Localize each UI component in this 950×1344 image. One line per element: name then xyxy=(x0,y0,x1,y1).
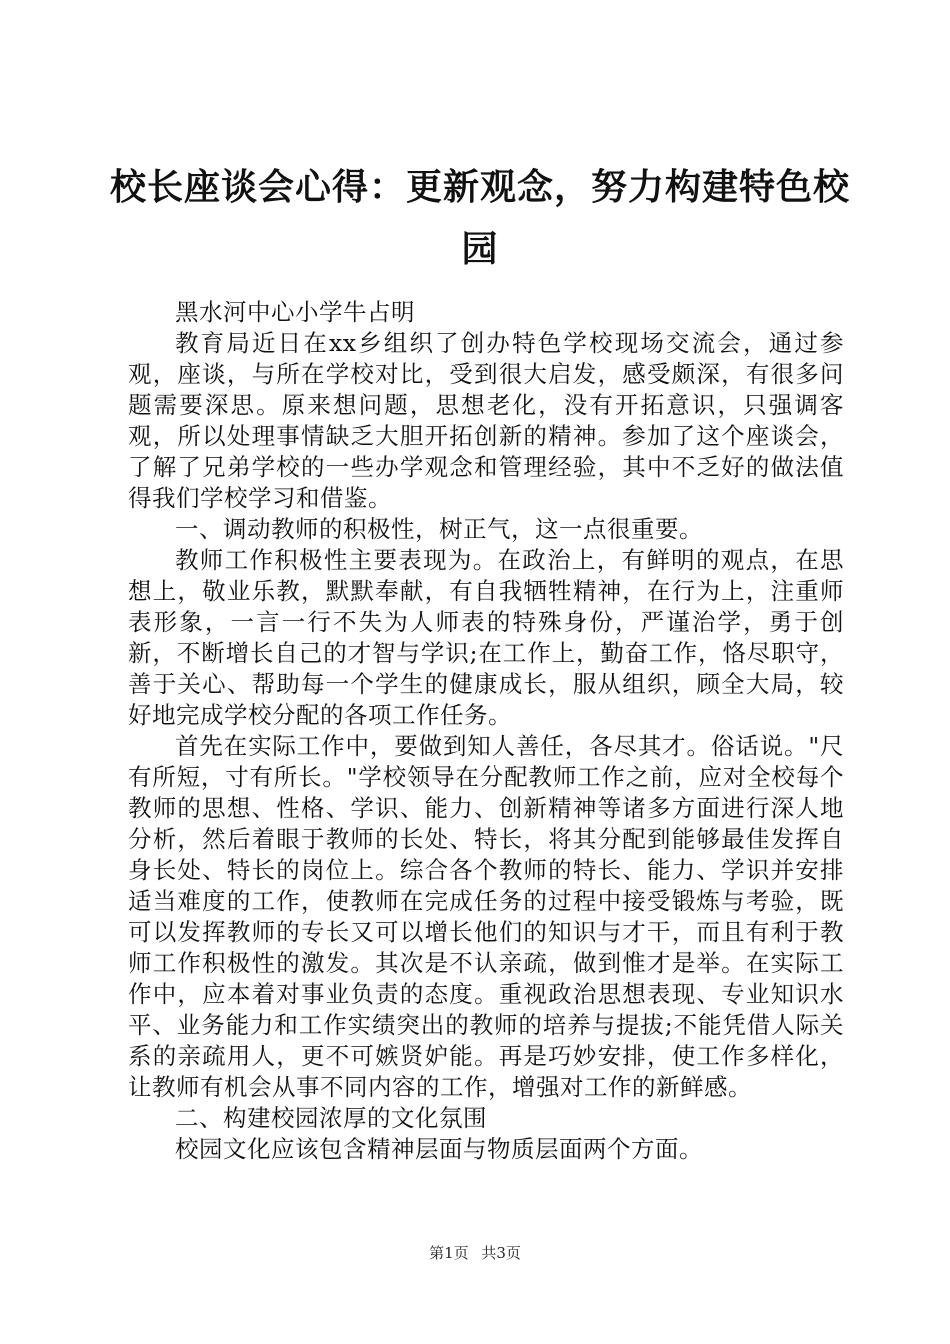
document-body xyxy=(128,297,844,1165)
page-number: 第1页 xyxy=(429,1244,469,1262)
paragraph-staff-assignment: 首先在实际工作中，要做到知人善任，各尽其才。俗话说。"尺有所短，寸有所长。"学校领导在分配教师工作之前，应对全校每个教师的思想、性格、学识、能力、创新精神等诸多方面进行深人地分析，然后着眼于教师的长处、特长，将其分配到能够最佳发挥自身长处、特长的岗位上。综合各个教师的特长、能力、学识并安排适当难度的工作，使教师在完成任务的过程中接受锻炼与考验，既可以发挥教师的专长又可以增长他们的知识与才干，而且有利于教师工作积极性的激发。其次是不认亲疏，做到惟才是举。在实际工作中，应本着对事业负责的态度。重视政治思想表现、专业知识水平、业务能力和工作实绩突出的教师的培养与提拔;不能凭借人际关系的亲疏用人，更不可嫉贤妒能。再是巧妙安排，使工作多样化，让教师有机会从事不同内容的工作，增强对工作的新鲜感。 xyxy=(128,732,844,1101)
paragraph-campus-culture: 校园文化应该包含精神层面与物质层面两个方面。 xyxy=(175,1135,703,1163)
document-title: 校长座谈会心得：更新观念，努力构建特色校园 xyxy=(110,166,851,270)
section-heading-2: 二、构建校园浓厚的文化氛围 xyxy=(175,1104,487,1132)
section-heading-1: 一、调动教师的积极性，树正气，这一点很重要。 xyxy=(175,515,703,543)
paragraph-intro: 教育局近日在xx乡组织了创办特色学校现场交流会，通过参观，座谈，与所在学校对比，受到很大启发，感受颇深，有很多问题需要深思。原来想问题，思想老化，没有开拓意识，只强调客观，所以处理事情缺乏大胆开拓创新的精神。参加了这个座谈会，了解了兄弟学校的一些办学观念和管理经验，其中不乏好的做法值得我们学校学习和借鉴。 xyxy=(128,329,844,512)
paragraph-teacher-enthusiasm: 教师工作积极性主要表现为。在政治上，有鲜明的观点，在思想上，敬业乐教，默默奉献，有自我牺牲精神，在行为上，注重师表形象，一言一行不失为人师表的特殊身份，严谨治学，勇于创新，不断增长自己的才智与学识;在工作上，勤奋工作，恪尽职守，善于关心、帮助每一个学生的健康成长，服从组织，顾全大局，较好地完成学校分配的各项工作任务。 xyxy=(128,546,844,729)
page-total: 共3页 xyxy=(481,1244,521,1262)
author-line: 黑水河中心小学牛占明 xyxy=(175,298,415,326)
page-footer xyxy=(0,1243,950,1263)
